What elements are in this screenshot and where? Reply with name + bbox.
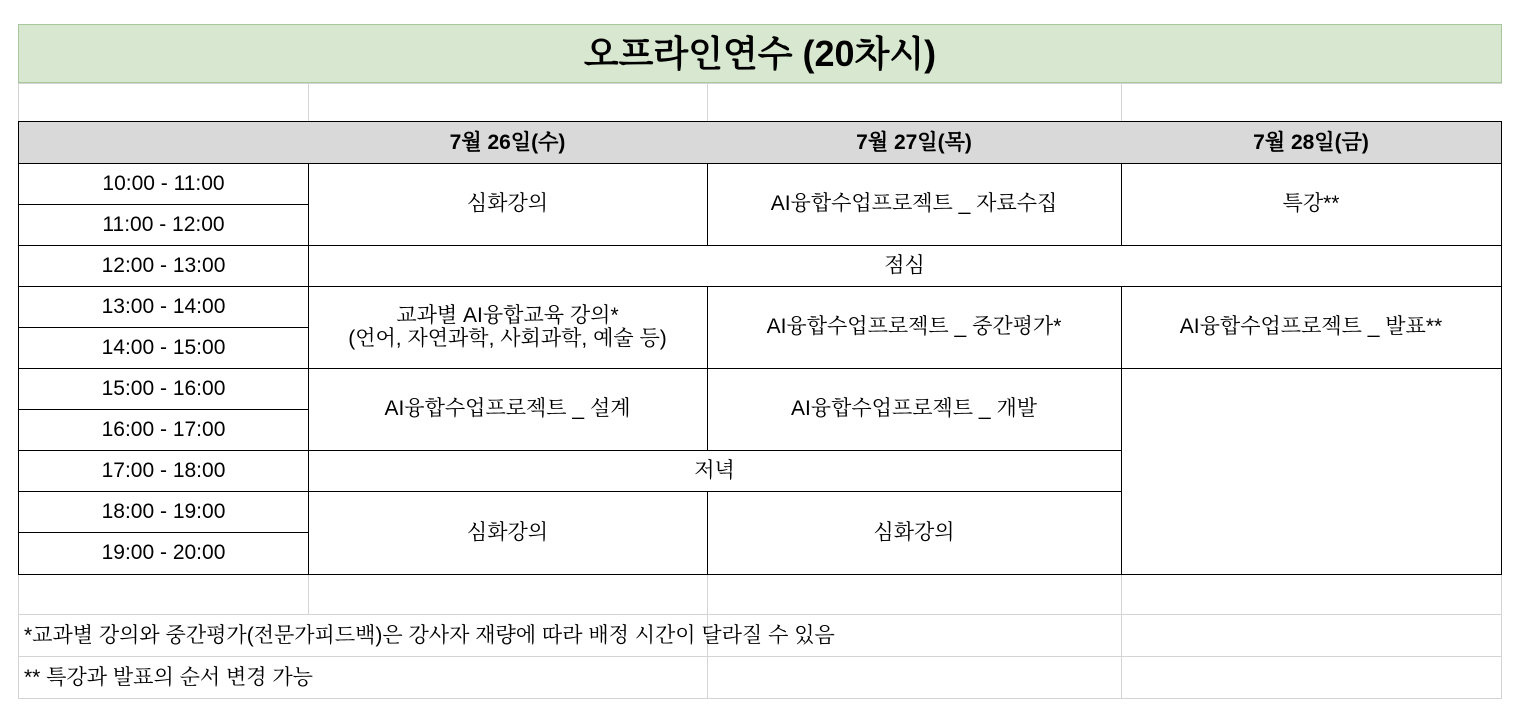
session-fri-empty (1121, 368, 1502, 575)
time-slot: 17:00 - 18:00 (18, 450, 309, 492)
session-wed-afternoon (308, 286, 708, 369)
time-slot: 14:00 - 15:00 (18, 327, 309, 369)
time-slot: 19:00 - 20:00 (18, 532, 309, 575)
header-corner (18, 121, 309, 164)
session-wed-morning: 심화강의 (308, 163, 708, 246)
session-thu-evening: 심화강의 (707, 491, 1122, 575)
page-title: 오프라인연수 (20차시) (18, 24, 1502, 83)
gridline (18, 83, 1502, 84)
session-wed-afternoon-subtitle: (언어, 자연과학, 사회과학, 예술 등) (348, 327, 667, 350)
gridline (18, 656, 1502, 657)
time-slot: 12:00 - 13:00 (18, 245, 309, 287)
session-fri-morning: 특강** (1121, 163, 1502, 246)
time-slot: 15:00 - 16:00 (18, 368, 309, 410)
header-day-thu: 7월 27일(목) (707, 121, 1122, 164)
session-wed-afternoon-title: 교과별 AI융합교육 강의* (396, 303, 619, 327)
gridline (1121, 574, 1122, 698)
header-day-fri: 7월 28일(금) (1121, 121, 1502, 164)
time-slot: 18:00 - 19:00 (18, 491, 309, 533)
gridline (18, 614, 1502, 615)
time-slot: 13:00 - 14:00 (18, 286, 309, 328)
time-slot: 16:00 - 17:00 (18, 409, 309, 451)
gridline (308, 574, 309, 614)
gridline (18, 698, 1502, 699)
time-slot: 10:00 - 11:00 (18, 163, 309, 205)
session-thu-dev: AI융합수업프로젝트 _ 개발 (707, 368, 1122, 451)
session-lunch: 점심 (308, 245, 1502, 287)
time-slot: 11:00 - 12:00 (18, 204, 309, 246)
header-day-wed: 7월 26일(수) (308, 121, 708, 164)
gridline (1121, 83, 1122, 122)
schedule-sheet (18, 24, 1502, 698)
gridline (1501, 574, 1502, 698)
footnote: *교과별 강의와 중간평가(전문가피드백)은 강사자 재량에 따라 배정 시간이 달라질 수 있음 (24, 624, 835, 648)
gridline (707, 83, 708, 122)
session-thu-afternoon: AI융합수업프로젝트 _ 중간평가* (707, 286, 1122, 369)
session-dinner: 저녁 (308, 450, 1122, 492)
session-wed-design: AI융합수업프로젝트 _ 설계 (308, 368, 708, 451)
session-wed-evening: 심화강의 (308, 491, 708, 575)
gridline (308, 83, 309, 122)
footnote: ** 특강과 발표의 순서 변경 가능 (24, 666, 313, 690)
session-fri-afternoon: AI융합수업프로젝트 _ 발표** (1121, 286, 1502, 369)
session-thu-morning: AI융합수업프로젝트 _ 자료수집 (707, 163, 1122, 246)
